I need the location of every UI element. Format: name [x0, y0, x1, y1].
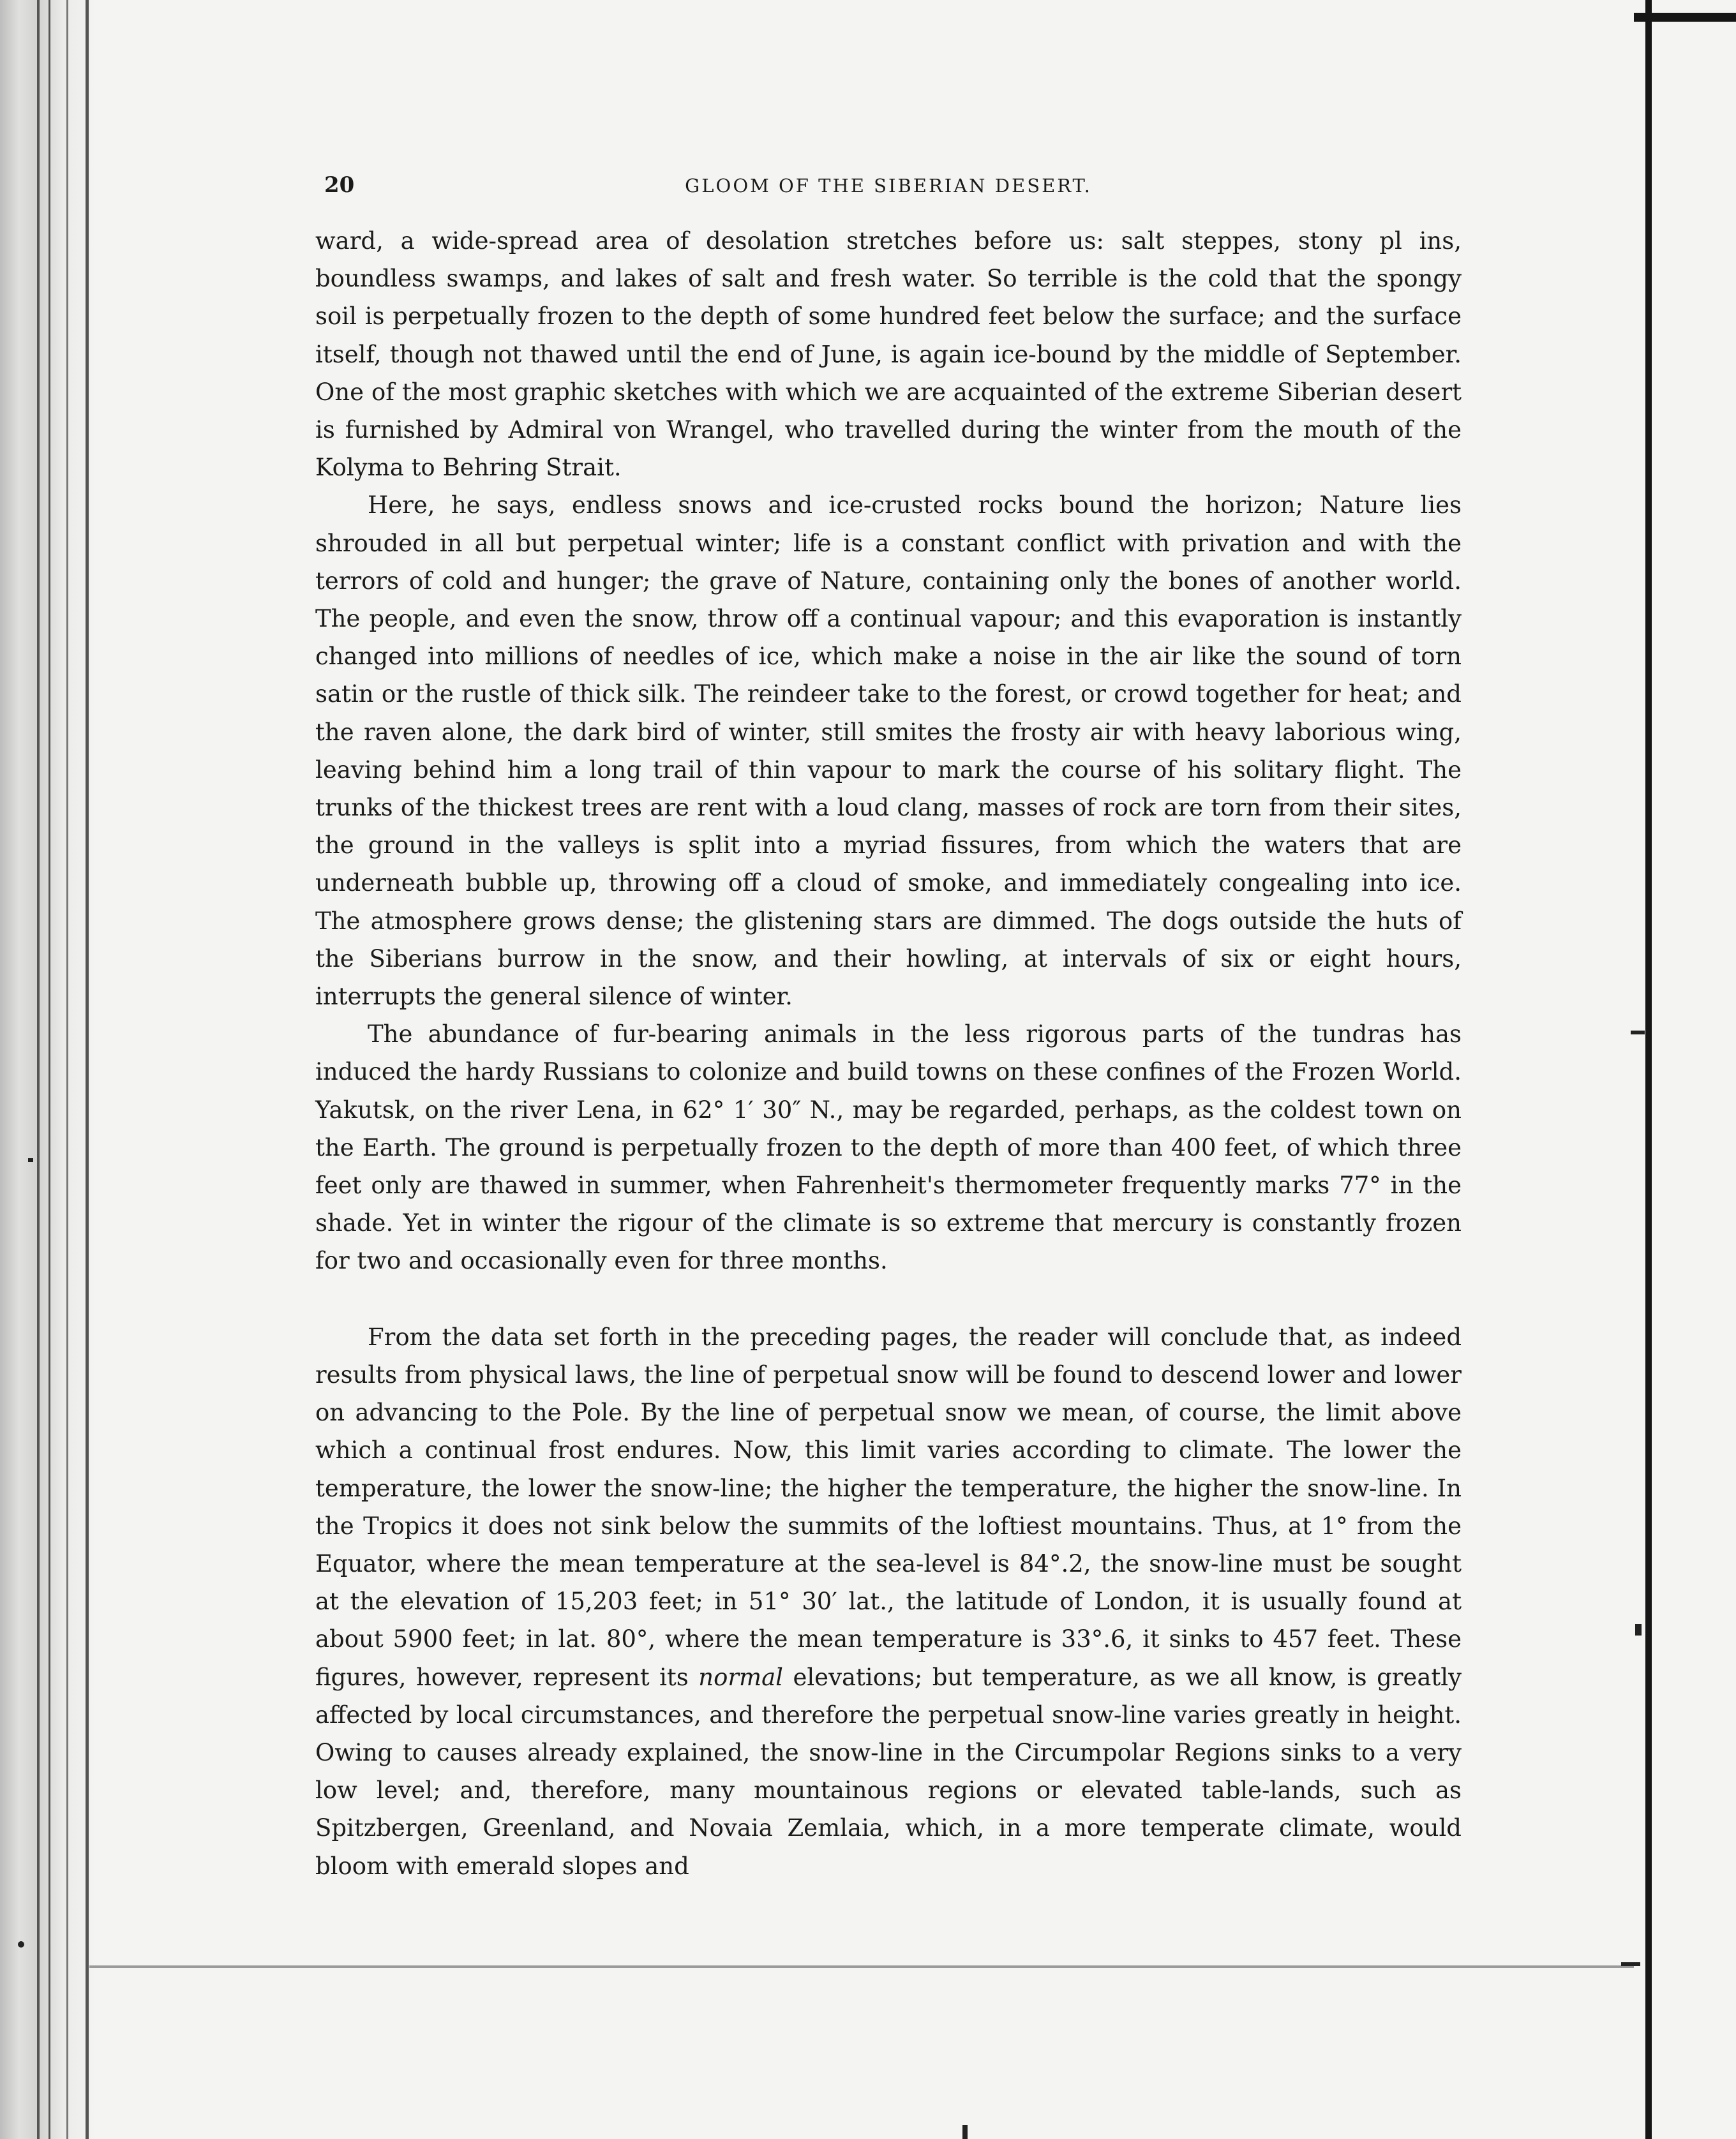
page-edge-line — [66, 0, 68, 2139]
page-bottom-edge — [89, 1965, 1634, 1968]
scan-mark — [1621, 1962, 1640, 1966]
running-head: GLOOM OF THE SIBERIAN DESERT. — [685, 175, 1092, 197]
top-right-border — [1634, 13, 1736, 22]
page-edge-line — [49, 0, 50, 2139]
page-content — [315, 172, 1462, 1885]
page-header — [315, 172, 1462, 209]
right-border-rule — [1645, 0, 1652, 2139]
paragraph-4-part-2: elevations; but temperature, as we all know, is greatly affected by local circumstances, and therefore the perpetual snow-line varies greatly in height. Owing to causes already explained, the snow-line in the Circumpolar Regions sinks to a very low level; and, therefore, many mountainous regions or elevated table-lands, such as Spitzbergen, Greenland, and Novaia Zemlaia, which, in a more temperate climate, would bloom with emerald slopes and — [315, 1663, 1462, 1880]
page-edge-line — [37, 0, 40, 2139]
right-margin — [1645, 0, 1736, 2139]
scan-mark — [1631, 1031, 1645, 1034]
paragraph-4-italic: normal — [698, 1663, 784, 1691]
paragraph-2: Here, he says, endless snows and ice-crusted rocks bound the horizon; Nature lies shrouded in all but perpetual winter; life is a constant conflict with privation and with the terrors of cold and hunger; the grave of Nature, containing only the bones of another world. The people, and even the snow, throw off a continual vapour; and this evaporation is instantly changed into millions of needles of ice, which make a noise in the air like the sound of torn satin or the rustle of thick silk. The reindeer take to the forest, or crowd together for heat; and the raven alone, the dark bird of winter, still smites the frosty air with heavy laborious wing, leaving behind him a long trail of thin vapour to mark the course of his solitary flight. The trunks of the thickest trees are rent with a loud clang, masses of rock are torn from their sites, the ground in the valleys is split into a myriad fissures, from which the waters that are underneath bubble up, throwing off a cloud of smoke, and immediately congealing into ice. The atmosphere grows dense; the glistening stars are dimmed. The dogs outside the huts of the Siberians burrow in the snow, and their howling, at intervals of six or eight hours, interrupts the general silence of winter. — [315, 491, 1462, 1011]
paragraph-4-part-1: From the data set forth in the preceding pages, the reader will conclude that, as indeed results from physical laws, the line of perpetual snow will be found to descend lower and lower on advancing to the Pole. By the line of perpetual snow we mean, of course, the limit above which a continual frost endures. Now, this limit varies according to climate. The lower the temperature, the lower the snow-line; the higher the temperature, the higher the snow-line. In the Tropics it does not sink below the summits of the loftiest mountains. Thus, at 1° from the Equator, where the mean temperature at the sea-level is 84°.2, the snow-line must be sought at the elevation of 15,203 feet; in 51° 30′ lat., the latitude of London, it is usually found at about 5900 feet; in lat. 80°, where the mean temperature is 33°.6, it sinks to 457 feet. These figures, however, represent its — [315, 1323, 1462, 1691]
scan-mark — [962, 2125, 968, 2139]
page-number: 20 — [324, 172, 355, 198]
paragraph-1: ward, a wide-spread area of desolation stretches before us: salt steppes, stony pl ins, boundless swamps, and lakes of salt and fresh water. So terrible is the cold that the spongy soil is perpetually frozen to the depth of some hundred feet below the surface; and the surface itself, though not thawed until the end of June, is again ice-bound by the middle of September. One of the most graphic sketches with which we are acquainted of the extreme Siberian desert is furnished by Admiral von Wrangel, who travelled during the winter from the mouth of the Kolyma to Behring Strait. — [315, 227, 1462, 482]
book-binding-edge — [0, 0, 96, 2139]
paragraph-4 — [315, 1318, 1462, 1885]
scan-mark — [18, 1941, 24, 1948]
paragraph-3: The abundance of fur-bearing animals in the less rigorous parts of the tundras has induced the hardy Russians to colonize and build towns on these confines of the Frozen World. Yakutsk, on the river Lena, in 62° 1′ 30″ N., may be regarded, perhaps, as the coldest town on the Earth. The ground is perpetually frozen to the depth of more than 400 feet, of which three feet only are thawed in summer, when Fahrenheit's thermometer frequently marks 77° in the shade. Yet in winter the rigour of the climate is so extreme that mercury is constantly frozen for two and occasionally even for three months. — [315, 1020, 1462, 1275]
scan-mark — [1635, 1624, 1642, 1636]
scan-mark — [28, 1158, 33, 1162]
page-edge-line — [86, 0, 89, 2139]
